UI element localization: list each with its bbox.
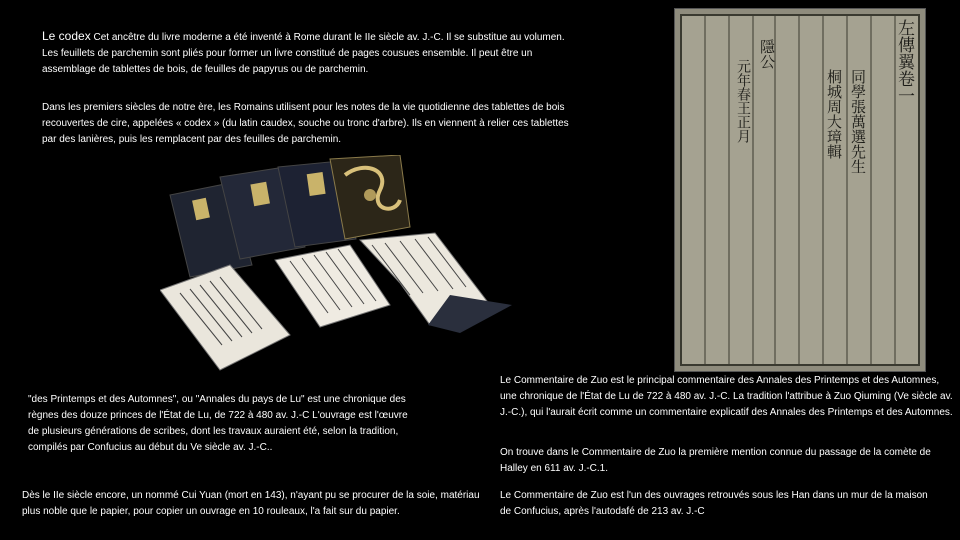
zuo-commentary-paragraph: Le Commentaire de Zuo est le principal commentaire des Annales des Printemps et des Automnes, une chronique de l'État de Lu de 722 à 480 av. J.-C. La tradition l'attribue à Zuo Qiuming (Ve siècle av. J.-C.), qui l'aurait écrit comme un commentaire explicatif des Annales des Printemps et des Automnes.: [500, 375, 953, 418]
manuscript-text-col: 桐城周大璋輯: [825, 69, 843, 159]
open-book: [360, 233, 512, 333]
open-book: [275, 245, 390, 327]
manuscript-page-photo: [674, 8, 926, 372]
roman-tablets-paragraph: Dans les premiers siècles de notre ère, les Romains utilisent pour les notes de la vie quotidienne des tablettes de bois recouvertes de cire, appelées « codex » (du latin caudex, souche ou tronc d'arbre). Ils en viennent à relier ces tablettes par des lanières, puis les remplacent par des feuilles de parchemin.: [42, 102, 569, 145]
cui-yuan-paragraph: Dès le IIe siècle encore, un nommé Cui Yuan (mort en 143), n'ayant pu se procurer de la soie, matériau plus noble que le papier, pour copier un ouvrage en 10 rouleaux, l'a fait sur du papier.: [22, 490, 480, 517]
manuscript-text-col: 元年春王正月: [735, 59, 751, 143]
manuscript-text-col: 隱公: [758, 39, 776, 69]
halley-comet-paragraph: On trouve dans le Commentaire de Zuo la première mention connue du passage de la comète de Halley en 611 av. J.-C.1.: [500, 447, 931, 474]
codex-title: Le codex: [42, 29, 91, 43]
intro-text: Cet ancêtre du livre moderne a été inventé à Rome durant le IIe siècle av. J.-C. Il se substitue au volumen. Les feuillets de parchemin sont pliés pour former un livre constitué de pages cousues ensemble. Il peut être un assemblage de tablettes de bois, de feuilles de papyrus ou de parchemin.: [42, 32, 565, 75]
chinese-books-photo: [160, 155, 512, 375]
manuscript-grid: [675, 9, 925, 371]
open-book: [160, 265, 290, 370]
manuscript-text-col: 同學張萬選先生: [849, 69, 867, 174]
annals-caption: "des Printemps et des Automnes", ou "Annales du pays de Lu" est une chronique des règnes des douze princes de l'État de Lu, de 722 à 480 av. J.-C L'ouvrage est l'œuvre de plusieurs générations de scribes, dont les travaux auraient été, selon la tradition, compilés par Confucius au début du Ve siècle av. J.-C..: [28, 394, 408, 453]
intro-paragraph: [42, 28, 572, 78]
manuscript-text-col: 左傳翼卷一: [894, 19, 914, 104]
han-paragraph: Le Commentaire de Zuo est l'un des ouvrages retrouvés sous les Han dans un mur de la maison de Confucius, après l'autodafé de 213 av. J.-C: [500, 490, 928, 517]
